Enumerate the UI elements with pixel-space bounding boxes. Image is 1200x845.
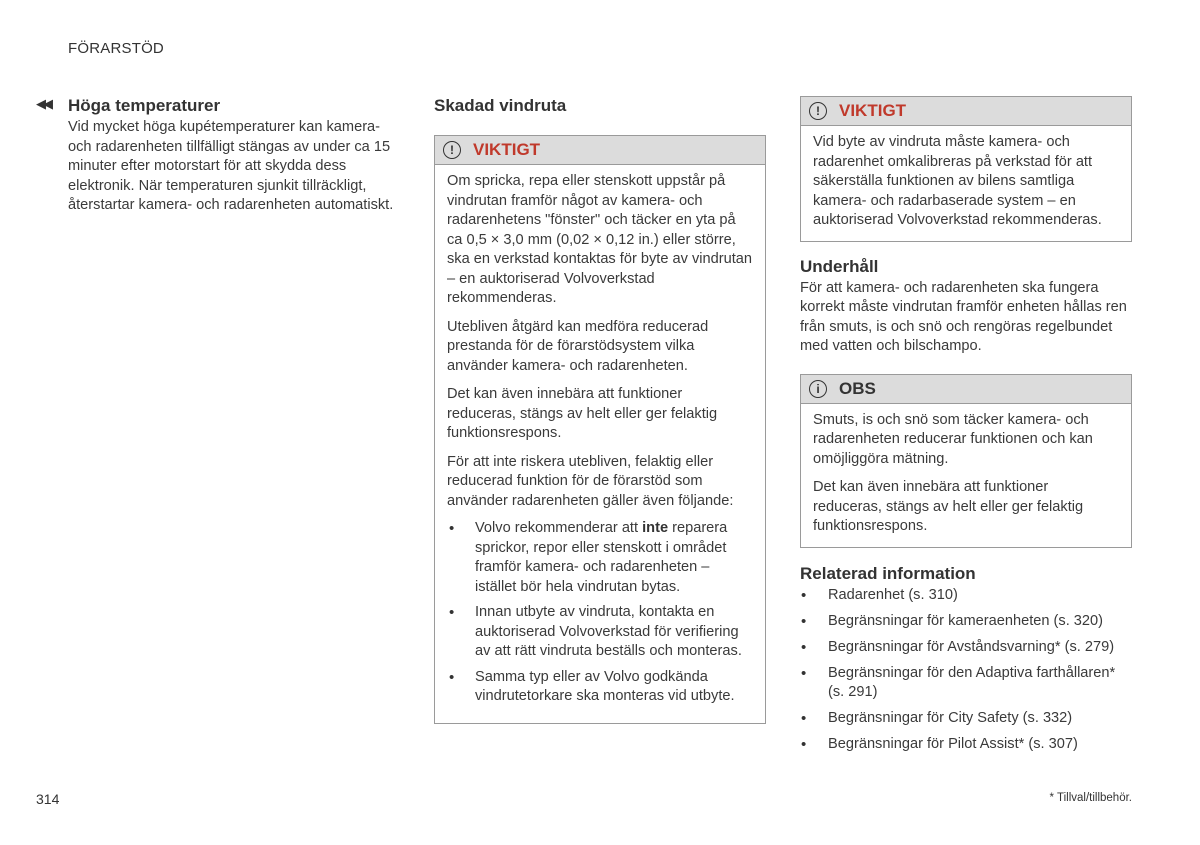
warning-paragraph-4: För att inte riskera utebliven, felaktig eller reducerad funktion för de förarstöd som använder radarenheten gäller även följande: [447,453,734,509]
related-link-city-safety[interactable]: • Begränsningar för City Safety (s. 332) [800,709,1132,729]
warning-paragraph-1: Om spricka, repa eller stenskott uppstår på vindrutan framför något av kamera- och radarenhetens "fönster" och täcker en yta på ca 0,5 × 3,0 mm (0,02 × 0,12 in.) eller större, ska en verkstad kontaktas för byte av vindrutan – en auktoriserad Volvoverkstad rekommenderas. [447,173,753,306]
related-link-adaptive-cruise[interactable]: • Begränsningar för den Adaptiva farthållaren* (s. 291) [800,664,1132,703]
paragraph-maintenance: För att kamera- och radarenheten ska fungera korrekt måste vindrutan framför enheten hållas ren från smuts, is och snö och rengöras regelbundet med vatten och bilschampo. [800,279,1127,354]
note-paragraph-1: Smuts, is och snö som täcker kamera- och radarenheten reducerar funktionen och kan omöjliggöra mätning. [813,411,1093,467]
exclamation-icon: ! [809,102,827,120]
footnote: * Tillval/tillbehör. [1049,792,1132,804]
heading-high-temperatures: Höga temperaturer [68,96,221,115]
paragraph-high-temperatures: Vid mycket höga kupétemperaturer kan kamera- och radarenheten tillfälligt stängas av under ca 15 minuter efter motorstart för att skydda dess elektronik. När temperaturen sjunkit tillräckligt, återstartar kamera- och radarenheten automatiskt. [68,119,394,213]
warning-box-header [801,97,1131,126]
continued-icon: ◀◀ [36,96,50,111]
related-link-radar-unit[interactable]: • Radarenhet (s. 310) [800,586,1132,606]
related-list [800,586,1132,755]
section-header: FÖRARSTÖD [68,40,164,57]
note-paragraph-2: Det kan även innebära att funktioner reduceras, stängs av helt eller ger felaktig funktionsrespons. [813,479,1084,534]
heading-related-information: Relaterad information [800,563,976,583]
note-box [800,374,1132,548]
related-link-camera-limitations[interactable]: • Begränsningar för kameraenheten (s. 320) [800,612,1132,632]
exclamation-icon: ! [443,141,461,159]
info-icon: i [809,380,827,398]
column-2 [434,96,766,724]
heading-maintenance: Underhåll [800,256,879,276]
warning-label: VIKTIGT [473,140,541,159]
warning-box-body [435,165,765,723]
warning-bullet-3: • Samma typ eller av Volvo godkända vindrutetorkare ska monteras vid utbyte. [447,668,753,707]
note-label: OBS [839,378,876,398]
warning-bullet-1: • Volvo rekommenderar att inte reparera sprickor, repor eller stenskott i området framför kamera- och radarenheten – istället bör hela vindrutan bytas. [447,519,753,597]
related-link-pilot-assist[interactable]: • Begränsningar för Pilot Assist* (s. 307) [800,735,1132,755]
warning-label: VIKTIGT [839,101,907,120]
page-number: 314 [36,791,60,807]
note-box-body [801,404,1131,547]
heading-damaged-windscreen: Skadad vindruta [434,96,567,115]
warning-bullet-list [447,519,753,707]
warning-bullet-2: • Innan utbyte av vindruta, kontakta en auktoriserad Volvoverkstad för verifiering av att rätt vindruta beställs och monteras. [447,603,753,662]
warning-box-recalibration [800,96,1132,242]
warning-box-body [801,126,1131,241]
note-box-header [801,375,1131,404]
column-3 [800,96,1132,761]
warning-paragraph-2: Utebliven åtgärd kan medföra reducerad prestanda för de förarstödsystem vilka använder kamera- och radarenheten. [447,318,709,374]
related-link-distance-alert[interactable]: • Begränsningar för Avståndsvarning* (s. 279) [800,638,1132,658]
warning-box-header [435,136,765,165]
warning-paragraph-3: Det kan även innebära att funktioner reduceras, stängs av helt eller ger felaktig funktionsrespons. [447,386,718,441]
column-1 [68,96,398,216]
warning-box-windscreen [434,135,766,724]
warning-recalibration-text: Vid byte av vindruta måste kamera- och radarenhet omkalibreras på verkstad för att säkerställa funktionen av bilens samtliga kamera- och radarbaserade system – en auktoriserad Volvoverkstad rekommenderas. [813,134,1102,228]
